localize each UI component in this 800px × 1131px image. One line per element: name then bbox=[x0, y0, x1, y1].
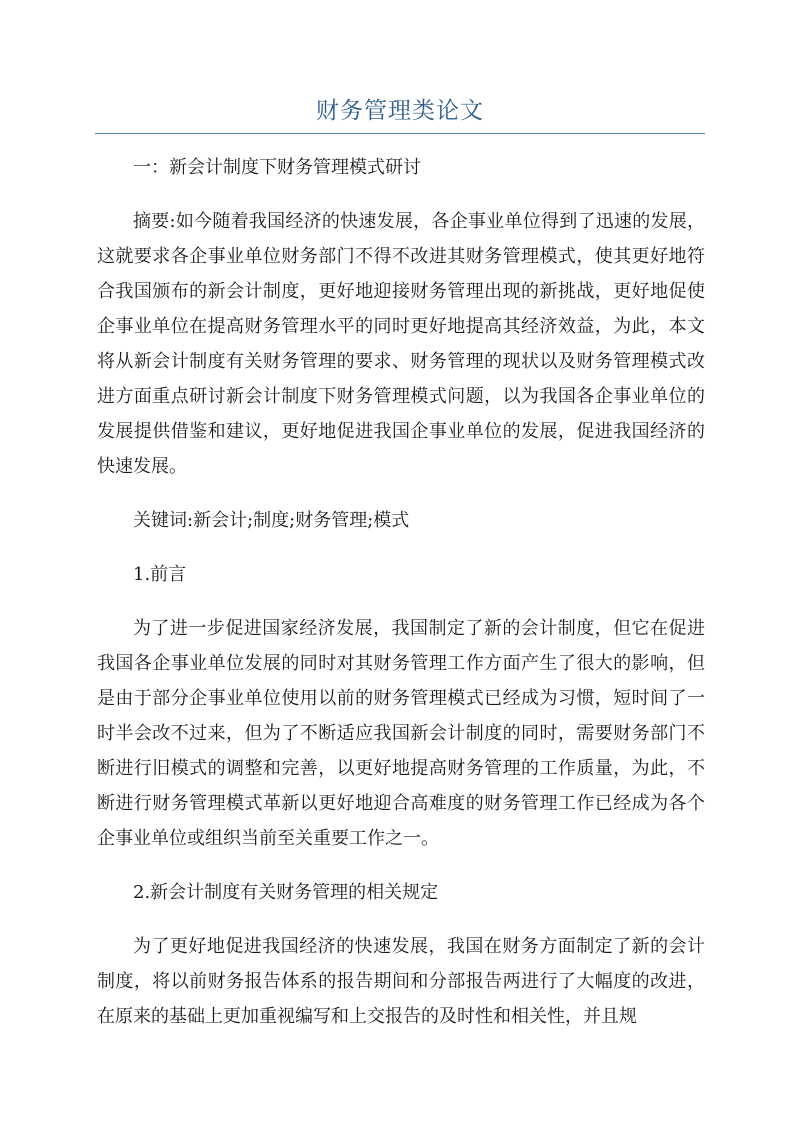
heading-introduction: 1.前言 bbox=[133, 564, 187, 585]
heading-regulations: 2.新会计制度有关财务管理的相关规定 bbox=[133, 882, 439, 903]
title-underline bbox=[95, 133, 705, 134]
abstract-paragraph: 摘要:如今随着我国经济的快速发展，各企事业单位得到了迅速的发展，这就要求各企事业单位财务部门不得不改进其财务管理模式，使其更好地符合我国颁布的新会计制度，更好地迎接财务管理出现的新挑战，更好地促使企事业单位在提高财务管理水平的同时更好地提高其经济效益，为此，本文将从新会计制度有关财务管理的要求、财务管理的现状以及财务管理模式改进方面重点研讨新会计制度下财务管理模式问题，以为我国各企事业单位的发展提供借鉴和建议，更好地促进我国企事业单位的发展，促进我国经济的快速发展。 bbox=[97, 211, 705, 477]
section-title: 一：新会计制度下财务管理模式研讨 bbox=[133, 157, 421, 178]
regulations-paragraph: 为了更好地促进我国经济的快速发展，我国在财务方面制定了新的会计制度，将以前财务报告体系的报告期间和分部报告两进行了大幅度的改进，在原来的基础上更加重视编写和上交报告的及时性和相关性，并且规 bbox=[97, 936, 705, 1027]
document-body bbox=[97, 150, 705, 1034]
keywords-line: 关键词:新会计;制度;财务管理;模式 bbox=[133, 510, 410, 531]
introduction-paragraph: 为了进一步促进国家经济发展，我国制定了新的会计制度，但它在促进我国各企事业单位发展的同时对其财务管理工作方面产生了很大的影响，但是由于部分企事业单位使用以前的财务管理模式已经成为习惯，短时间了一时半会改不过来，但为了不断适应我国新会计制度的同时，需要财务部门不断进行旧模式的调整和完善，以更好地提高财务管理的工作质量，为此，不断进行财务管理模式革新以更好地迎合高难度的财务管理工作已经成为各个企事业单位或组织当前至关重要工作之一。 bbox=[97, 618, 705, 849]
document-title: 财务管理类论文 bbox=[316, 98, 484, 124]
